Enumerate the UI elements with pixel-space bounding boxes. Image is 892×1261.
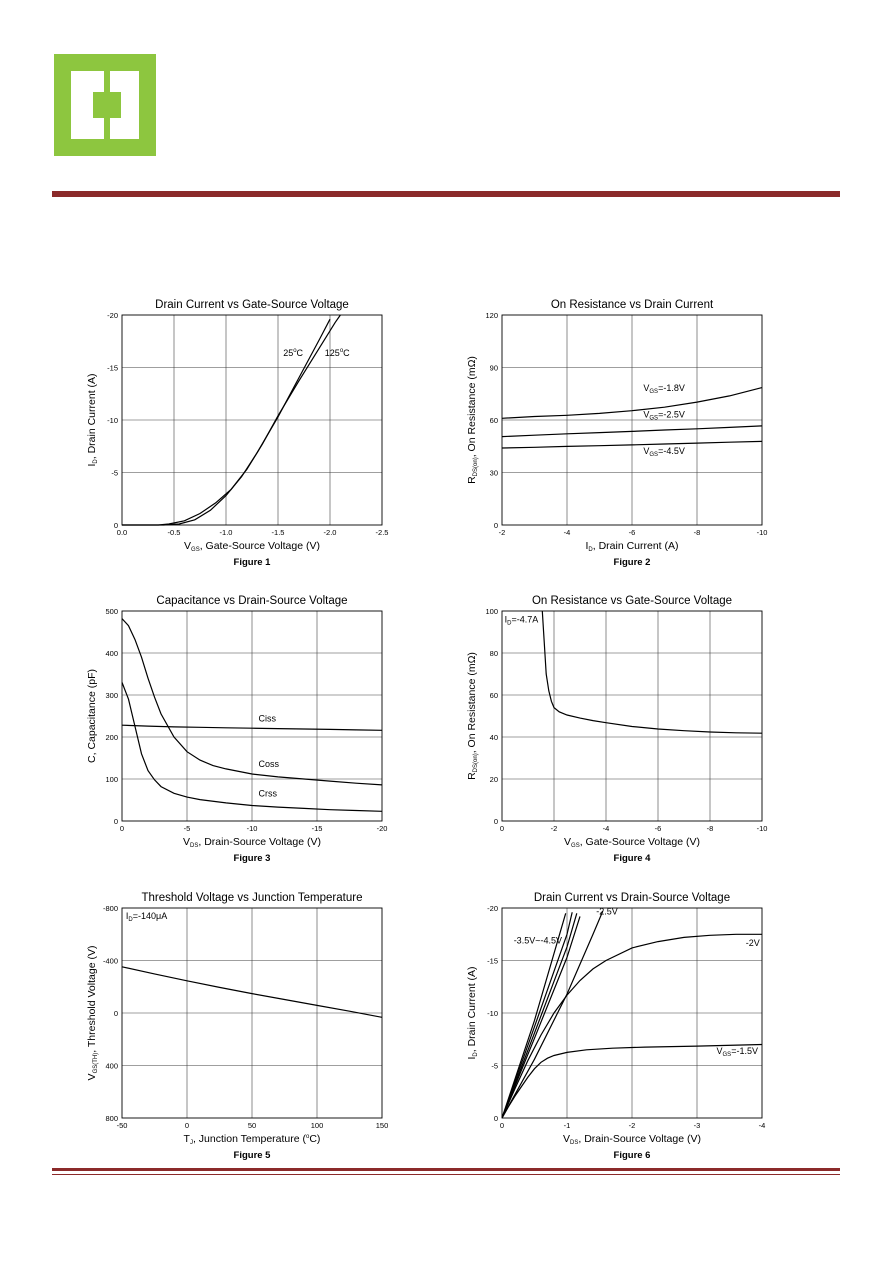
y-tick-label: 120: [485, 311, 498, 320]
x-tick-label: -3: [693, 1121, 701, 1130]
x-tick-label: 100: [310, 1121, 324, 1130]
x-tick-label: -2: [498, 528, 506, 537]
x-tick-label: -4: [758, 1121, 766, 1130]
x-tick-label: -1: [563, 1121, 571, 1130]
x-tick-label: -2: [550, 824, 558, 833]
y-tick-label: 0: [113, 1009, 118, 1018]
x-tick-label: 0: [499, 1121, 505, 1130]
y-tick-label: 0: [113, 521, 118, 530]
x-tick-label: 0: [119, 824, 125, 833]
series-annotation: $V_{GS}=-1.5V$: [716, 1045, 758, 1058]
y-tick-label: 200: [105, 733, 118, 742]
x-tick-label: -2.0: [323, 528, 337, 537]
series-annotation: $V_{GS}=-1.8V$: [643, 383, 685, 396]
x-tick-label: -2.5: [375, 528, 389, 537]
x-tick-label: -1.5: [271, 528, 285, 537]
y-tick-label: 60: [489, 416, 498, 425]
x-tick-label: -8: [706, 824, 714, 833]
x-tick-label: 0: [184, 1121, 190, 1130]
y-tick-label: 0: [493, 521, 498, 530]
chart-title: Drain Current vs Drain-Source Voltage: [533, 892, 731, 904]
chart-6: [466, 892, 765, 1161]
x-tick-label: -15: [311, 824, 323, 833]
x-tick-label: 50: [247, 1121, 257, 1130]
x-tick-label: -10: [756, 528, 768, 537]
x-tick-label: -8: [693, 528, 701, 537]
series-annotation: -2.5V: [596, 906, 618, 917]
x-axis-label: VDS, Drain-Source Voltage (V): [183, 836, 321, 849]
chart-3: [86, 595, 387, 864]
chart-title: Capacitance vs Drain-Source Voltage: [156, 595, 348, 607]
figure-caption: Figure 2: [613, 557, 651, 568]
y-tick-label: 30: [489, 468, 498, 478]
x-axis-label: ID, Drain Current (A): [585, 540, 679, 553]
x-axis-label: VGS, Gate-Source Voltage (V): [184, 540, 320, 553]
series-annotation: $V_{GS}=-2.5V$: [643, 409, 685, 422]
series-annotation: $I_D=-4.7A$: [504, 614, 539, 627]
series-annotation: 125$^o$C: [324, 347, 350, 358]
x-tick-label: -0.5: [167, 528, 181, 537]
y-tick-label: -20: [107, 311, 118, 320]
x-tick-label: -2: [628, 1121, 636, 1130]
plot-frame: [502, 611, 762, 821]
y-tick-label: 60: [489, 691, 498, 700]
series-annotation: $I_D=-140\mu A$: [125, 910, 168, 923]
chart-1: [86, 299, 388, 568]
figure-caption: Figure 6: [613, 1150, 651, 1161]
y-axis-label: ID, Drain Current (A): [86, 373, 99, 467]
y-tick-label: -800: [102, 904, 118, 913]
y-tick-label: -10: [487, 1009, 498, 1018]
x-tick-label: -6: [628, 528, 636, 537]
chart-title: Drain Current vs Gate-Source Voltage: [155, 299, 349, 311]
series-line: [542, 611, 762, 733]
y-axis-label: C, Capacitance (pF): [86, 669, 98, 763]
y-tick-label: 40: [489, 733, 498, 742]
y-tick-label: 0: [493, 1114, 498, 1123]
y-tick-label: -15: [107, 363, 118, 373]
figure-caption: Figure 4: [613, 853, 651, 864]
y-axis-label: RDS(on), On Resistance (mΩ): [466, 356, 479, 484]
x-tick-label: -4: [563, 528, 571, 537]
x-tick-label: -1.0: [219, 528, 233, 537]
x-axis-label: VDS, Drain-Source Voltage (V): [563, 1133, 701, 1146]
y-tick-label: -10: [107, 416, 118, 425]
series-annotation: $V_{GS}=-4.5V$: [643, 446, 685, 459]
series-annotation: Crss: [258, 788, 277, 799]
y-tick-label: 20: [489, 775, 498, 784]
y-tick-label: 100: [105, 775, 118, 784]
x-tick-label: -10: [756, 824, 768, 833]
y-tick-label: -5: [111, 468, 118, 478]
y-tick-label: 0: [113, 817, 118, 826]
x-tick-label: 0.0: [116, 528, 128, 537]
x-axis-label: VGS, Gate-Source Voltage (V): [564, 836, 700, 849]
series-annotation: -3.5V~-4.5V: [513, 935, 562, 946]
x-tick-label: 150: [375, 1121, 389, 1130]
x-tick-label: -20: [376, 824, 388, 833]
figure-caption: Figure 5: [233, 1150, 271, 1161]
y-axis-label: RDS(on), On Resistance (mΩ): [466, 652, 479, 780]
y-tick-label: -15: [487, 956, 498, 966]
y-tick-label: 400: [105, 1061, 118, 1071]
chart-title: Threshold Voltage vs Junction Temperature: [141, 892, 363, 904]
y-tick-label: -400: [102, 956, 118, 966]
figure-caption: Figure 1: [233, 557, 271, 568]
y-tick-label: 0: [493, 817, 498, 826]
y-tick-label: -20: [487, 904, 498, 913]
series-annotation: Coss: [258, 759, 280, 770]
chart-title: On Resistance vs Gate-Source Voltage: [531, 595, 733, 607]
series-annotation: 25$^o$C: [283, 347, 304, 358]
figure-caption: Figure 3: [233, 853, 271, 864]
y-axis-label: ID, Drain Current (A): [466, 966, 479, 1060]
y-tick-label: 300: [105, 691, 118, 700]
chart-2: [466, 299, 767, 568]
y-tick-label: 100: [485, 607, 498, 616]
x-tick-label: -4: [602, 824, 610, 833]
series-annotation: -2V: [745, 937, 760, 948]
y-tick-label: 400: [105, 649, 118, 658]
series-annotation: Ciss: [258, 713, 276, 724]
x-tick-label: -10: [246, 824, 258, 833]
y-tick-label: 90: [489, 363, 498, 373]
x-tick-label: -50: [116, 1121, 128, 1130]
x-tick-label: -5: [183, 824, 191, 833]
chart-5: [86, 892, 388, 1161]
y-tick-label: 800: [105, 1114, 118, 1123]
x-axis-label: TJ, Junction Temperature ($^o$C): [183, 1133, 321, 1146]
chart-title: On Resistance vs Drain Current: [550, 299, 714, 311]
y-axis-label: VGS(TH), Threshold Voltage (V): [86, 945, 99, 1081]
y-tick-label: 500: [105, 607, 118, 616]
x-tick-label: 0: [499, 824, 505, 833]
x-tick-label: -6: [654, 824, 662, 833]
y-tick-label: -5: [491, 1061, 498, 1071]
chart-4: [466, 595, 767, 864]
y-tick-label: 80: [489, 649, 498, 658]
